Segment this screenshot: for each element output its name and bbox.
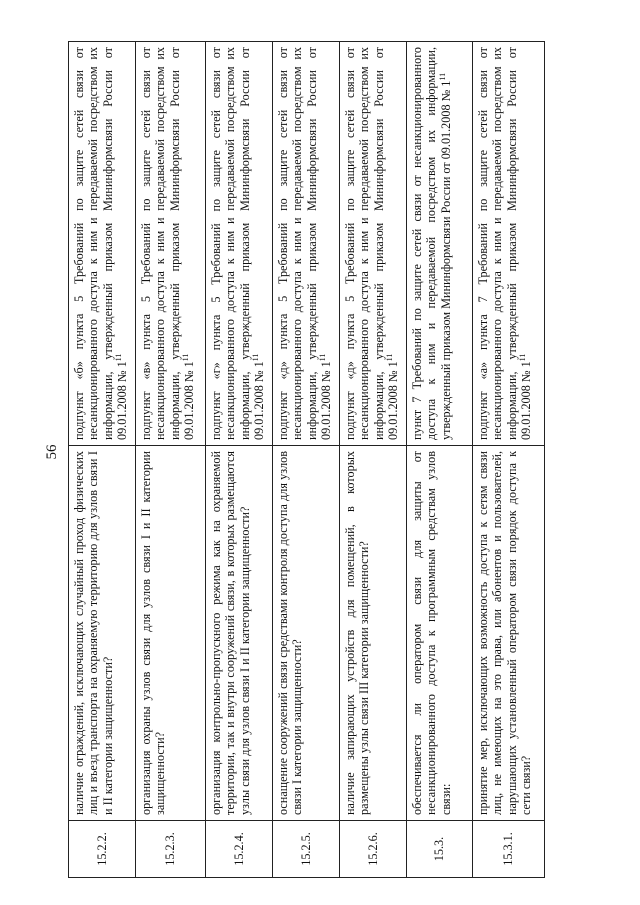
item-number: 15.2.5. bbox=[273, 821, 340, 878]
table-row bbox=[273, 42, 340, 878]
item-number: 15.3. bbox=[407, 821, 473, 878]
legal-source bbox=[136, 42, 206, 446]
legal-source-text: подпункт «д» пункта 5 Требований по защите сетей связи от несанкционированного доступа к ним и передаваемой посредством их информации, утвержденный приказом Мининформсвязи России от 09.01.2008 № 1 bbox=[343, 47, 401, 440]
item-number: 15.2.6. bbox=[340, 821, 407, 878]
item-number: 15.3.1. bbox=[473, 821, 545, 878]
requirement-text: наличие ограждений, исключающих случайный проход физических лиц и въезд транспорта на охраняемую территорию для узлов связи I и II категории защищенности? bbox=[69, 446, 136, 821]
rotated-table-container bbox=[68, 42, 574, 878]
page-number: 56 bbox=[44, 444, 60, 460]
footnote-ref: 11 bbox=[318, 353, 328, 362]
table-row bbox=[340, 42, 407, 878]
requirement-text: обеспечивается ли оператором связи для защиты от несанкционированного доступа к программным средствам узлов связи: bbox=[407, 446, 473, 821]
item-number: 15.2.2. bbox=[69, 821, 136, 878]
legal-source bbox=[473, 42, 545, 446]
requirement-text: наличие запирающих устройств для помещений, в которых размещены узлы связи III категории защищенности? bbox=[340, 446, 407, 821]
legal-source-text: подпункт «в» пункта 5 Требований по защите сетей связи от несанкционированного доступа к ним и передаваемой посредством их информации, утвержденный приказом Мининформсвязи России от 09.01.2008 № 1 bbox=[139, 47, 197, 440]
item-number: 15.2.4. bbox=[206, 821, 273, 878]
legal-source bbox=[206, 42, 273, 446]
legal-source bbox=[69, 42, 136, 446]
table-row bbox=[206, 42, 273, 878]
table-row bbox=[407, 42, 473, 878]
legal-source-text: подпункт «б» пункта 5 Требований по защите сетей связи от несанкционированного доступа к ним и передаваемой посредством их информации, утвержденный приказом Мининформсвязи России от 09.01.2008 № 1 bbox=[72, 47, 130, 440]
table-row bbox=[473, 42, 545, 878]
legal-source bbox=[407, 42, 473, 446]
footnote-ref: 11 bbox=[251, 353, 261, 362]
requirement-text: организация контрольно-пропускного режима как на охраняемой территории, так и внутри сооружений связи, в которых размещаются узлы связи для узлов связи I и II категории защищенности? bbox=[206, 446, 273, 821]
table-row bbox=[69, 42, 136, 878]
footnote-ref: 11 bbox=[114, 353, 124, 362]
legal-source-text: пункт 7 Требований по защите сетей связи от несанкционированного доступа к ним и передаваемой посредством их информации, утвержденный приказом Мининформсвязи России от 09.01.2008 № 1 bbox=[410, 47, 453, 440]
footnote-ref: 11 bbox=[181, 353, 191, 362]
requirement-text: организация охраны узлов связи для узлов связи I и II категории защищенности? bbox=[136, 446, 206, 821]
table-row bbox=[136, 42, 206, 878]
footnote-ref: 11 bbox=[518, 353, 528, 362]
footnote-ref: 11 bbox=[385, 353, 395, 362]
requirement-text: принятие мер, исключающих возможность доступа к сетям связи лиц, не имеющих на это права, или абонентов и пользователей, нарушающих установленный оператором связи порядок доступа к сети связи? bbox=[473, 446, 545, 821]
requirements-table bbox=[68, 41, 545, 878]
footnote-ref: 11 bbox=[437, 72, 447, 81]
legal-source-text: подпункт «д» пункта 5 Требований по защите сетей связи от несанкционированного доступа к ним и передаваемой посредством их информации, утвержденный приказом Мининформсвязи России от 09.01.2008 № 1 bbox=[276, 47, 334, 440]
requirement-text: оснащение сооружений связи средствами контроля доступа для узлов связи I категории защищенности? bbox=[273, 446, 340, 821]
legal-source bbox=[340, 42, 407, 446]
legal-source bbox=[273, 42, 340, 446]
item-number: 15.2.3. bbox=[136, 821, 206, 878]
legal-source-text: подпункт «г» пункта 5 Требований по защите сетей связи от несанкционированного доступа к ним и передаваемой посредством их информации, утвержденный приказом Мининформсвязи России от 09.01.2008 № 1 bbox=[209, 47, 267, 440]
legal-source-text: подпункт «а» пункта 7 Требований по защите сетей связи от несанкционированного доступа к ним и передаваемой посредством их информации, утвержденный приказом Мининформсвязи России от 09.01.2008 № 1 bbox=[476, 47, 534, 440]
